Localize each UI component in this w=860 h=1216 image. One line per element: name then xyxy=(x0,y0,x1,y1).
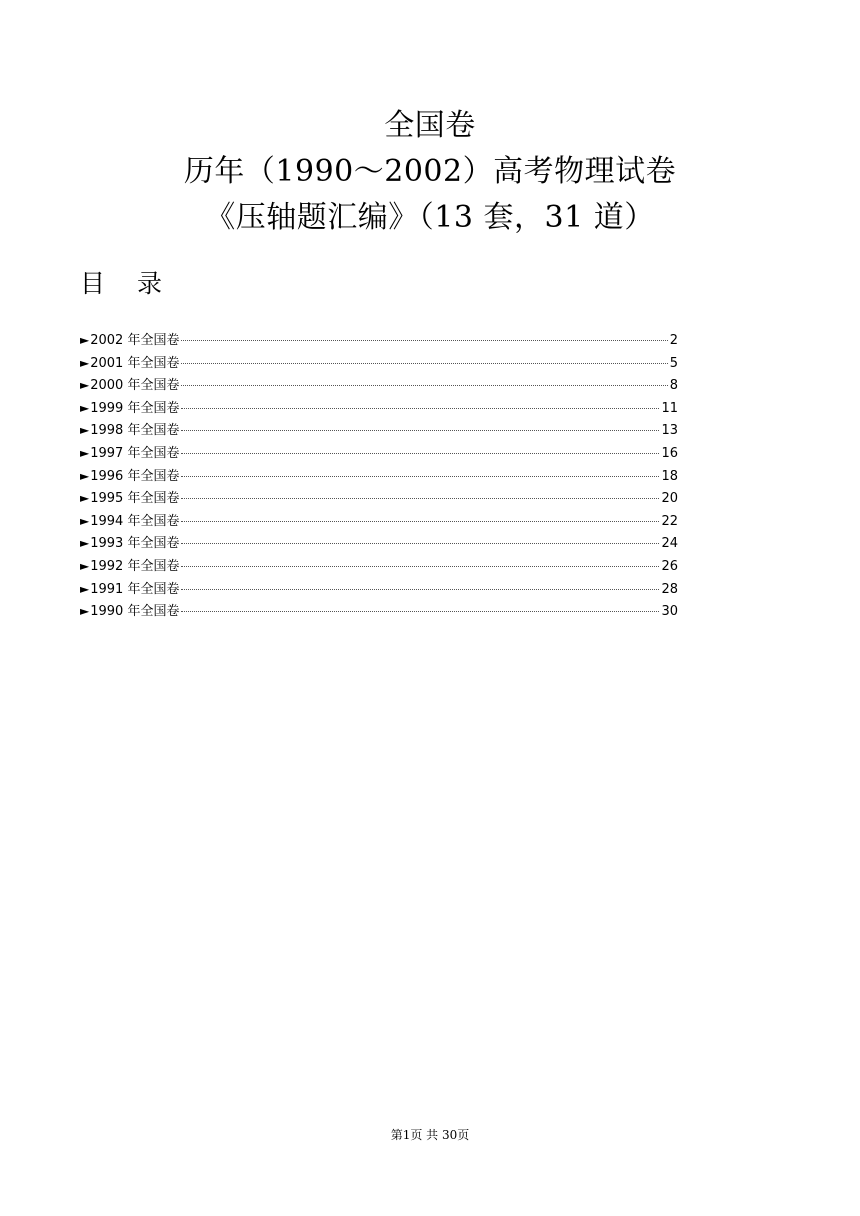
toc-entry-label: 1990 年全国卷 xyxy=(90,604,180,620)
toc-entry[interactable] xyxy=(80,374,678,397)
toc-entry[interactable] xyxy=(80,419,678,442)
toc-entry-label: 1993 年全国卷 xyxy=(90,536,180,552)
table-of-contents xyxy=(80,329,678,623)
dot-leader xyxy=(181,611,659,612)
triangle-right-icon: ► xyxy=(80,558,90,573)
toc-entry[interactable] xyxy=(80,555,678,578)
triangle-right-icon: ► xyxy=(80,333,90,347)
triangle-right-icon: ► xyxy=(80,400,90,415)
toc-entry-label: 2001 年全国卷 xyxy=(90,355,180,371)
triangle-right-icon: ► xyxy=(80,445,90,460)
triangle-right-icon: ► xyxy=(80,536,90,551)
toc-entry-page-number: 18 xyxy=(661,468,678,484)
triangle-right-icon: ► xyxy=(80,513,90,528)
toc-entry-page-number: 22 xyxy=(661,513,678,529)
toc-entry-label: 1995 年全国卷 xyxy=(90,491,180,507)
toc-entry-label: 2000 年全国卷 xyxy=(90,378,180,394)
dot-leader xyxy=(181,363,667,364)
toc-entry-page-number: 24 xyxy=(661,536,678,552)
toc-entry-label: 1999 年全国卷 xyxy=(90,400,180,416)
toc-entry[interactable] xyxy=(80,442,678,465)
toc-entry-page-number: 11 xyxy=(661,400,678,416)
dot-leader xyxy=(181,566,659,567)
toc-entry-page-number: 28 xyxy=(661,581,678,597)
toc-entry[interactable] xyxy=(80,487,678,510)
triangle-right-icon: ► xyxy=(80,468,90,483)
toc-entry-label: 1997 年全国卷 xyxy=(90,445,180,461)
toc-entry-page-number: 2 xyxy=(669,333,678,348)
dot-leader xyxy=(181,408,659,409)
toc-entry-page-number: 26 xyxy=(661,558,678,574)
dot-leader xyxy=(181,453,659,454)
toc-heading: 目 录 xyxy=(80,269,174,298)
title-line-2: 历年（1990～2002）高考物理试卷 xyxy=(183,154,677,189)
toc-entry[interactable] xyxy=(80,510,678,533)
toc-entry[interactable] xyxy=(80,600,678,623)
triangle-right-icon: ► xyxy=(80,355,90,370)
toc-entry-label: 1991 年全国卷 xyxy=(90,581,180,597)
toc-entry[interactable] xyxy=(80,352,678,375)
dot-leader xyxy=(181,543,659,544)
page-footer: 第1页 共 30页 xyxy=(390,1128,470,1142)
dot-leader xyxy=(181,521,659,522)
toc-entry[interactable] xyxy=(80,397,678,420)
toc-entry-page-number: 16 xyxy=(661,445,678,461)
toc-entry-page-number: 5 xyxy=(669,355,678,371)
triangle-right-icon: ► xyxy=(80,604,90,619)
triangle-right-icon: ► xyxy=(80,378,90,393)
triangle-right-icon: ► xyxy=(80,423,90,438)
toc-entry-label: 1992 年全国卷 xyxy=(90,558,180,574)
dot-leader xyxy=(181,589,659,590)
triangle-right-icon: ► xyxy=(80,491,90,506)
toc-entry[interactable] xyxy=(80,532,678,555)
title-line-3: 《压轴题汇编》（13 套，31 道） xyxy=(205,200,655,235)
document-title xyxy=(0,103,860,241)
toc-entry[interactable] xyxy=(80,329,678,352)
toc-entry-page-number: 13 xyxy=(661,423,678,439)
dot-leader xyxy=(181,385,667,386)
toc-entry-label: 2002 年全国卷 xyxy=(90,333,180,348)
dot-leader xyxy=(181,476,659,477)
toc-entry-label: 1998 年全国卷 xyxy=(90,423,180,439)
toc-entry-label: 1994 年全国卷 xyxy=(90,513,180,529)
toc-entry-page-number: 30 xyxy=(661,604,678,620)
toc-entry-page-number: 20 xyxy=(661,491,678,507)
toc-entry-label: 1996 年全国卷 xyxy=(90,468,180,484)
title-line-1: 全国卷 xyxy=(384,108,476,143)
dot-leader xyxy=(181,498,659,499)
dot-leader xyxy=(181,430,659,431)
triangle-right-icon: ► xyxy=(80,581,90,596)
toc-entry[interactable] xyxy=(80,465,678,488)
toc-entry[interactable] xyxy=(80,578,678,601)
toc-entry-page-number: 8 xyxy=(669,378,678,394)
dot-leader xyxy=(181,340,667,341)
